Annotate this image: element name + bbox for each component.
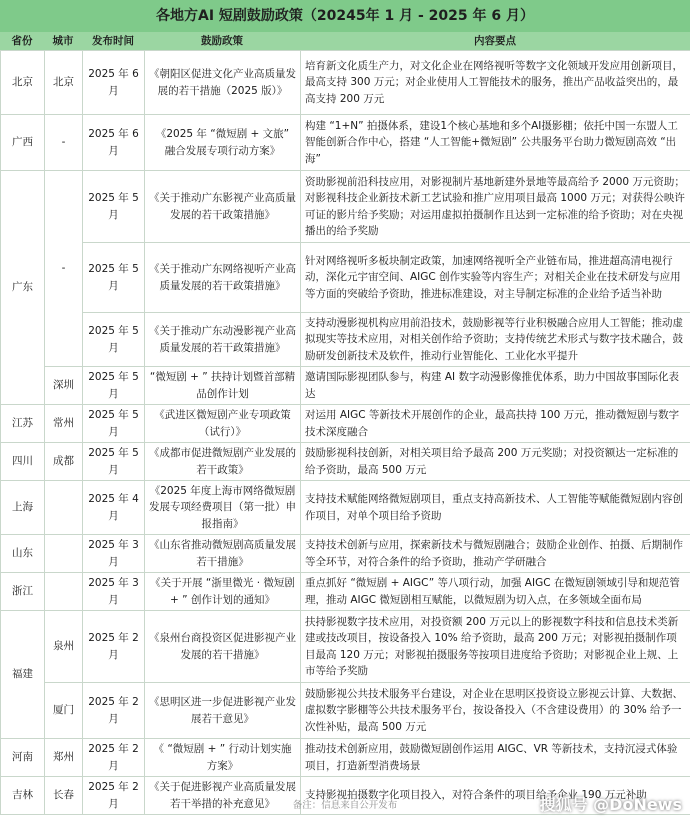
policy-cell: 《关于推动广东影视产业高质量发展的若干政策措施》	[145, 171, 301, 243]
date-cell: 2025 年 3 月	[83, 535, 145, 573]
policy-cell: 《 “微短剧 + ” 行动计划实施方案》	[145, 739, 301, 777]
date-cell: 2025 年 2 月	[83, 683, 145, 739]
table-row	[1, 739, 690, 777]
city-cell: 常州	[45, 405, 83, 443]
header-content: 内容要点	[474, 35, 516, 47]
date-cell: 2025 年 5 月	[83, 443, 145, 481]
table-row	[1, 171, 690, 243]
policy-cell: 《2025 年 “微短剧 + 文旅” 融合发展专项行动方案》	[145, 115, 301, 171]
content-cell: 构建 “1+N” 拍摄体系，建设1个核心基地和多个AI摄影棚；依托中国一东盟人工智能创新合作中心，搭建 “人工智能+微短剧” 公共服务平台助力微短剧高效 “出海”	[301, 115, 690, 171]
date-cell: 2025 年 6 月	[83, 51, 145, 115]
province-cell: 福建	[1, 611, 45, 739]
policy-cell: 《朝阳区促进文化产业高质量发展的若干措施（2025 版）》	[145, 51, 301, 115]
footer-note: 备注：信息来自公开发布	[292, 800, 398, 811]
city-cell	[45, 573, 83, 611]
page-title: 各地方AI 短剧鼓励政策（20245年 1 月 - 2025 年 6 月）	[0, 0, 690, 33]
province-cell: 吉林	[1, 777, 45, 815]
table-row	[1, 683, 690, 739]
content-cell: 重点抓好 “微短剧 + AIGC” 等八项行动，加强 AIGC 在微短剧领域引导和规范管理，推动 AIGC 微短剧相互赋能，以微短剧为切入点，在多领域全面布局	[301, 573, 690, 611]
table-row	[1, 313, 690, 367]
province-cell: 浙江	[1, 573, 45, 611]
table-row	[1, 481, 690, 535]
content-cell: 支持技术创新与应用，探索新技术与微短剧融合；鼓励企业创作、拍摄、后期制作等全环节，对符合条件的给予资助，推动产学研融合	[301, 535, 690, 573]
date-cell: 2025 年 3 月	[83, 573, 145, 611]
table-row	[1, 51, 690, 115]
province-cell: 江苏	[1, 405, 45, 443]
date-cell: 2025 年 5 月	[83, 313, 145, 367]
table-row	[1, 535, 690, 573]
policy-cell: 《关于推动广东网络视听产业高质量发展的若干政策措施》	[145, 243, 301, 313]
policy-cell: 《2025 年度上海市网络微短剧发展专项经费项目（第一批）申报指南》	[145, 481, 301, 535]
city-cell	[45, 535, 83, 573]
table-row	[1, 367, 690, 405]
content-cell: 培育新文化质生产力，对文化企业在网络视听等数字文化领域开发应用创新项目，最高支持 300 万元；对企业使用人工智能技术的服务，推出产品收益突出的，最高支持 200 万元	[301, 51, 690, 115]
content-cell: 支持影视拍摄数字化项目投入，对符合条件的项目给予企业 190 万元补助	[301, 777, 690, 815]
content-cell: 支持动漫影视机构应用前沿技术，鼓励影视等行业积极融合应用人工智能；推动虚拟现实等技术应用，对相关创作给予资助；支持传统艺术形式与数字技术融合，鼓励研发创新技术及软件，推动行业智能化、工业化水平提升	[301, 313, 690, 367]
date-cell: 2025 年 5 月	[83, 367, 145, 405]
content-cell: 鼓励影视公共技术服务平台建设，对企业在思明区投资设立影视云计算、大数据、虚拟数字影棚等公共技术服务平台，按设备投入（不含建设费用）的 30% 给予一次性补贴，最高 500 万元	[301, 683, 690, 739]
header-province: 省份	[11, 35, 33, 47]
province-cell: 山东	[1, 535, 45, 573]
policy-cell: 《关于开展 “浙里微光 · 微短剧 + ” 创作计划的通知》	[145, 573, 301, 611]
table-header	[0, 32, 690, 50]
content-cell: 扶持影视数字技术应用，对投资额 200 万元以上的影视数字科技和信息技术类新建或技改项目，按设备投入 10% 给予资助，最高 200 万元；对影视拍摄制作项目最高 120 万元；对影视拍摄服务等按项目进度给予资助；对影视企业上规、上市等给予奖励	[301, 611, 690, 683]
city-cell: 泉州	[45, 611, 83, 683]
header-date: 发布时间	[92, 35, 134, 47]
date-cell: 2025 年 5 月	[83, 243, 145, 313]
policy-cell: 《关于推动广东动漫影视产业高质量发展的若干政策措施》	[145, 313, 301, 367]
policy-cell: 《山东省推动微短剧高质量发展若干措施》	[145, 535, 301, 573]
table-row	[1, 573, 690, 611]
date-cell: 2025 年 6 月	[83, 115, 145, 171]
city-cell: 深圳	[45, 367, 83, 405]
policy-cell: 《武进区微短剧产业专项政策（试行）》	[145, 405, 301, 443]
header-policy: 鼓励政策	[201, 35, 243, 47]
table-row	[1, 405, 690, 443]
policy-cell: 《关于促进影视产业高质量发展若干举措的补充意见》	[145, 777, 301, 815]
province-cell: 河南	[1, 739, 45, 777]
date-cell: 2025 年 4 月	[83, 481, 145, 535]
date-cell: 2025 年 5 月	[83, 171, 145, 243]
city-cell: 郑州	[45, 739, 83, 777]
content-cell: 资助影视前沿科技应用，对影视制片基地新建外景地等最高给予 2000 万元资助；对影视科技企业新技术新工艺试验和推广应用项目最高 1000 万元；对获得公映许可证的影片给予奖励；对运用虚拟拍摄制作且达到一定标准的给予资助；对在央视播出的给予奖励	[301, 171, 690, 243]
content-cell: 邀请国际影视团队参与，构建 AI 数字动漫影像推优体系，助力中国故事国际化表达	[301, 367, 690, 405]
city-cell	[45, 481, 83, 535]
policy-cell: “微短剧 + ” 扶持计划暨首部精品创作计划	[145, 367, 301, 405]
city-cell: 厦门	[45, 683, 83, 739]
date-cell: 2025 年 2 月	[83, 611, 145, 683]
date-cell: 2025 年 5 月	[83, 405, 145, 443]
city-cell: 北京	[45, 51, 83, 115]
policy-cell: 《成都市促进微短剧产业发展的若干政策》	[145, 443, 301, 481]
city-cell: -	[45, 171, 83, 367]
city-cell: 成都	[45, 443, 83, 481]
watermark: 搜狐号 @DoNews	[539, 795, 682, 814]
table-row	[1, 115, 690, 171]
city-cell: 长春	[45, 777, 83, 815]
province-cell: 四川	[1, 443, 45, 481]
province-cell: 上海	[1, 481, 45, 535]
table-row	[1, 443, 690, 481]
city-cell: -	[45, 115, 83, 171]
content-cell: 鼓励影视科技创新，对相关项目给予最高 200 万元奖励；对投资额达一定标准的给予资助，最高 500 万元	[301, 443, 690, 481]
table-row	[1, 611, 690, 683]
date-cell: 2025 年 2 月	[83, 777, 145, 815]
policy-table	[0, 50, 690, 815]
header-city: 城市	[52, 35, 74, 47]
content-cell: 对运用 AIGC 等新技术开展创作的企业，最高扶持 100 万元，推动微短剧与数字技术深度融合	[301, 405, 690, 443]
date-cell: 2025 年 2 月	[83, 739, 145, 777]
policy-cell: 《泉州台商投资区促进影视产业发展的若干措施》	[145, 611, 301, 683]
province-cell: 广东	[1, 171, 45, 405]
content-cell: 支持技术赋能网络微短剧项目，重点支持高新技术、人工智能等赋能微短剧内容创作项目，对单个项目给予资助	[301, 481, 690, 535]
table-row	[1, 243, 690, 313]
content-cell: 针对网络视听多板块制定政策，加速网络视听全产业链布局，推进超高清电视行动，深化元宇宙空间、AIGC 创作实验等内容生产；对相关企业在技术研发与应用等方面的突破给予资助，推进标准建设，对主导制定标准的企业给予适当补助	[301, 243, 690, 313]
content-cell: 推动技术创新应用，鼓励微短剧创作运用 AIGC、VR 等新技术，支持沉浸式体验项目，打造新型消费场景	[301, 739, 690, 777]
province-cell: 北京	[1, 51, 45, 115]
province-cell: 广西	[1, 115, 45, 171]
policy-cell: 《思明区进一步促进影视产业发展若干意见》	[145, 683, 301, 739]
